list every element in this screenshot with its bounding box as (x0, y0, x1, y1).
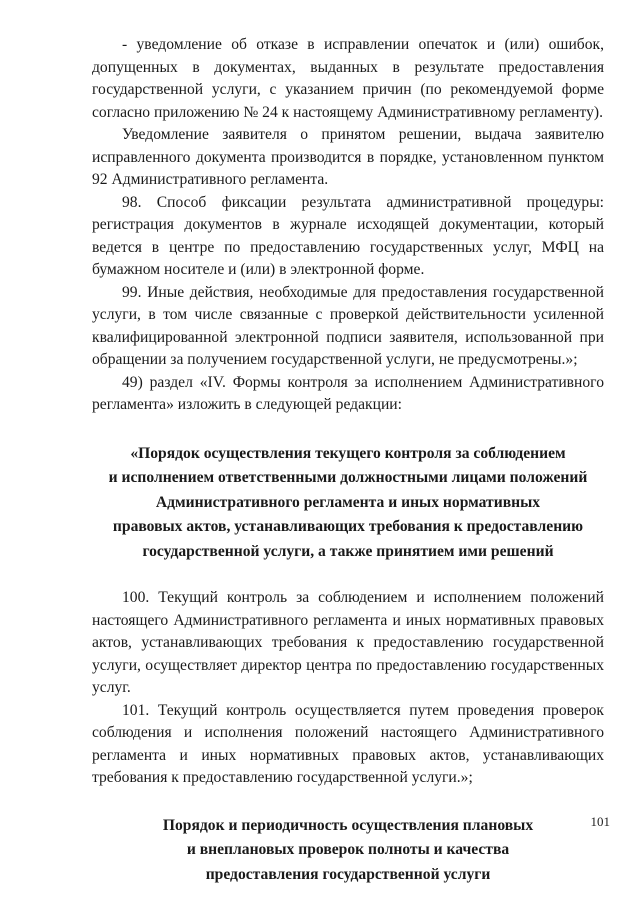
section-heading-current-control (92, 442, 604, 565)
heading-line: и исполнением ответственными должностными лицами положений (108, 469, 588, 486)
paragraph-98: 98. Способ фиксации результата административной процедуры: регистрация документов в журнале исходящей документации, который ведется в центре по предоставлению государственных услуг, МФЦ на бумажном носителе и (или) в электронной форме. (92, 193, 604, 278)
paragraph-100: 100. Текущий контроль за соблюдением и исполнением положений настоящего Административного регламента и иных нормативных правовых актов, устанавливающих требования к предоставлению государственной услуги, осуществляет директор центра по предоставлению государственных услуг. (92, 589, 604, 696)
heading-line: Порядок и периодичность осуществления плановых (162, 816, 534, 834)
section-heading-inspections (92, 814, 604, 888)
paragraph-notice-refusal: - уведомление об отказе в исправлении опечаток и (или) ошибок, допущенных в документах, выданных в результате предоставления государственной услуги, с указанием причин (по рекомендуемой форме согласно приложению № 24 к настоящему Административному регламенту). (92, 36, 604, 121)
paragraph-applicant-notification: Уведомление заявителя о принятом решении, выдача заявителю исправленного документа производится в порядке, установленном пунктом 92 Административного регламента. (92, 126, 604, 188)
heading-line: «Порядок осуществления текущего контроля за соблюдением (130, 444, 566, 462)
paragraph-101: 101. Текущий контроль осуществляется путем проведения проверок соблюдения и исполнения положений настоящего Административного регламента и иных нормативных правовых актов, устанавливающих требования к предоставлению государственной услуги.»; (92, 701, 604, 786)
heading-line: Административного регламента и иных нормативных (155, 493, 541, 511)
heading-line: правовых актов, устанавливающих требования к предоставлению (112, 518, 584, 535)
paragraph-99: 99. Иные действия, необходимые для предоставления государственной услуги, в том числе связанные с проверкой действительности усиленной квалифицированной электронной подписи заявителя, использованной при обращении за получением государственной услуги, не предусмотрены.»; (92, 283, 604, 368)
heading-line: государственной услуги, а также принятием ими решений (142, 542, 554, 560)
paragraph-49-section: 49) раздел «IV. Формы контроля за исполнением Административного регламента» изложить в следующей редакции: (92, 373, 604, 413)
heading-line: и внеплановых проверок полноты и качества (186, 841, 510, 858)
heading-line: предоставления государственной услуги (205, 865, 491, 883)
document-page (92, 34, 604, 887)
page-number: 101 (590, 814, 610, 829)
